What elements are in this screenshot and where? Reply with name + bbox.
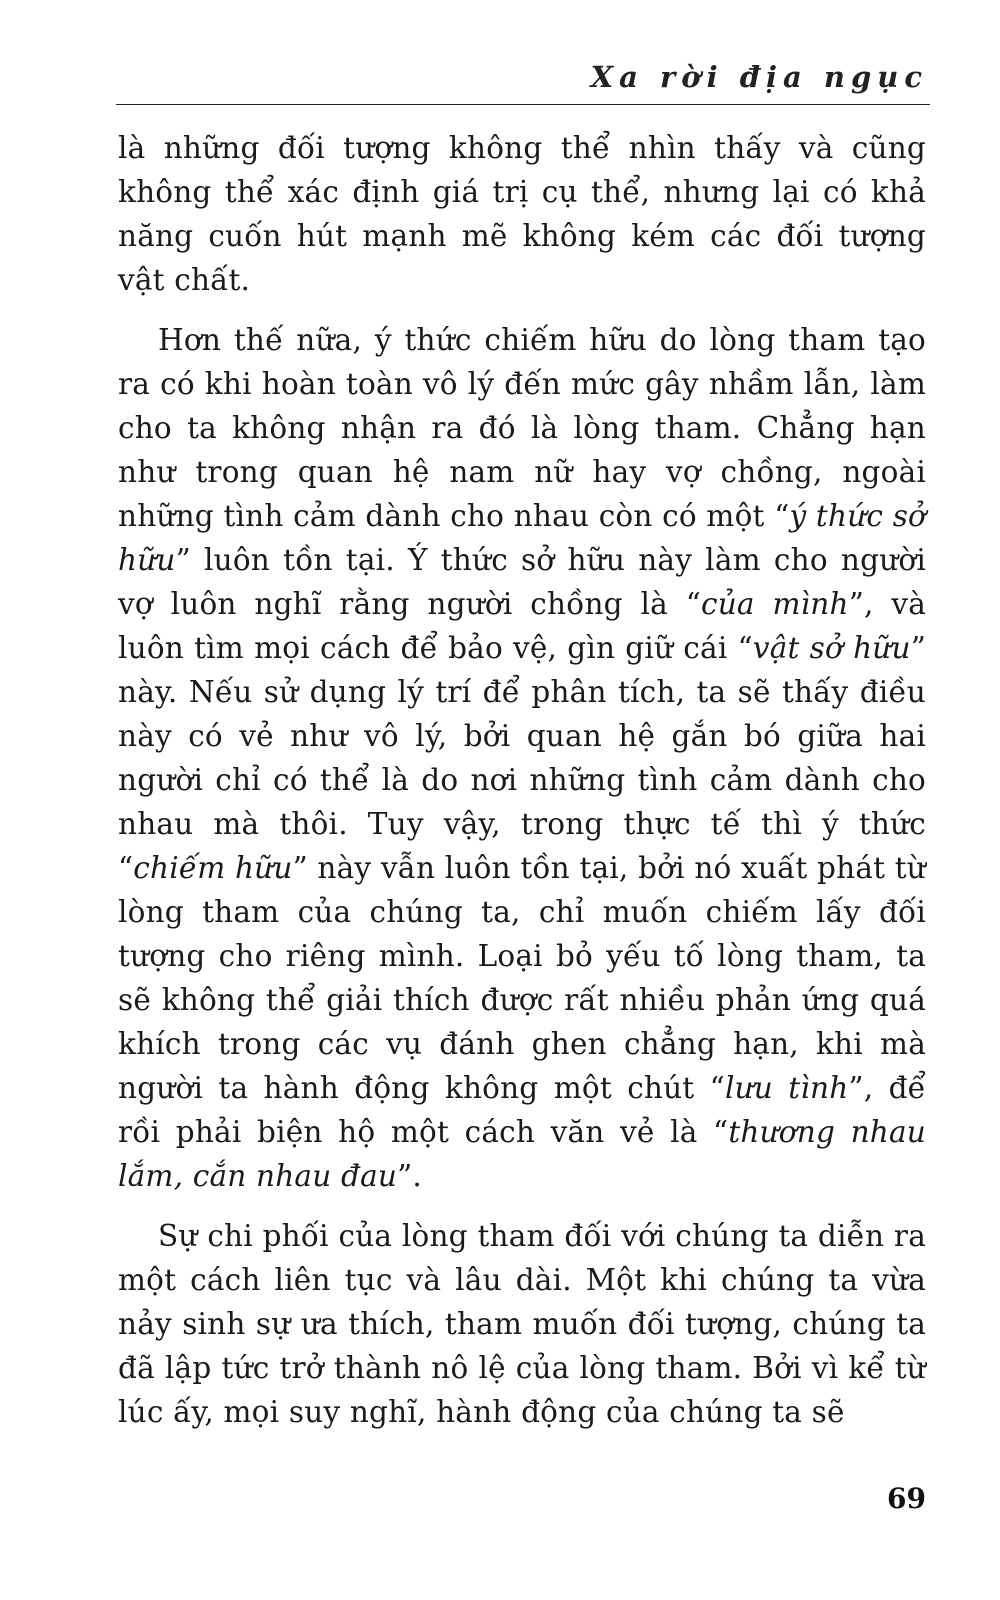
text-run: Hơn thế nữa, ý thức chiếm hữu do lòng tham tạo ra có khi hoàn toàn vô lý đến mức gây nhầm lẫn, làm cho ta không nhận ra đó là lòng tham. Chẳng hạn như trong quan hệ nam nữ hay vợ chồng, ngoài những tình cảm dành cho nhau còn có một “ xyxy=(118,323,926,533)
italic-phrase: ý thức sở hữu xyxy=(118,499,926,577)
text-run: ” luôn tồn tại. Ý thức sở hữu này làm cho người vợ luôn nghĩ rằng người chồng là “ xyxy=(118,543,926,621)
italic-phrase: thương nhau lắm, cắn nhau đau xyxy=(118,1115,926,1193)
running-header-title: Xa rời địa ngục xyxy=(590,60,928,94)
paragraph-2 xyxy=(118,318,926,1198)
italic-phrase: vật sở hữu xyxy=(752,631,911,665)
paragraph-1 xyxy=(118,126,926,302)
text-run: Sự chi phối của lòng tham đối với chúng ta diễn ra một cách liên tục và lâu dài. Một khi chúng ta vừa nảy sinh sự ưa thích, tham muốn đối tượng, chúng ta đã lập tức trở thành nô lệ của lòng tham. Bởi vì kể từ lúc ấy, mọi suy nghĩ, hành động của chúng ta sẽ xyxy=(118,1219,926,1429)
italic-phrase: lưu tình xyxy=(724,1071,849,1105)
text-run: ” này. Nếu sử dụng lý trí để phân tích, ta sẽ thấy điều này có vẻ như vô lý, bởi quan hệ gắn bó giữa hai người chỉ có thể là do nơi những tình cảm dành cho nhau mà thôi. Tuy vậy, trong thực tế thì ý thức “ xyxy=(118,631,926,885)
text-run: ”. xyxy=(397,1159,422,1193)
text-run: là những đối tượng không thể nhìn thấy và cũng không thể xác định giá trị cụ thể, nhưng lại có khả năng cuốn hút mạnh mẽ không kém các đối tượng vật chất. xyxy=(118,131,926,297)
running-header xyxy=(116,58,930,105)
italic-phrase: của mình xyxy=(701,587,849,621)
text-run: ”, và luôn tìm mọi cách để bảo vệ, gìn giữ cái “ xyxy=(118,587,926,665)
italic-phrase: chiếm hữu xyxy=(133,851,293,885)
text-run: ” này vẫn luôn tồn tại, bởi nó xuất phát từ lòng tham của chúng ta, chỉ muốn chiếm lấy đối tượng cho riêng mình. Loại bỏ yếu tố lòng tham, ta sẽ không thể giải thích được rất nhiều phản ứng quá khích trong các vụ đánh ghen chẳng hạn, khi mà người ta hành động không một chút “ xyxy=(118,851,926,1105)
page-number: 69 xyxy=(887,1482,926,1515)
body-text xyxy=(118,126,926,1434)
text-run: ”, để rồi phải biện hộ một cách văn vẻ là “ xyxy=(118,1071,927,1149)
paragraph-3 xyxy=(118,1214,926,1434)
